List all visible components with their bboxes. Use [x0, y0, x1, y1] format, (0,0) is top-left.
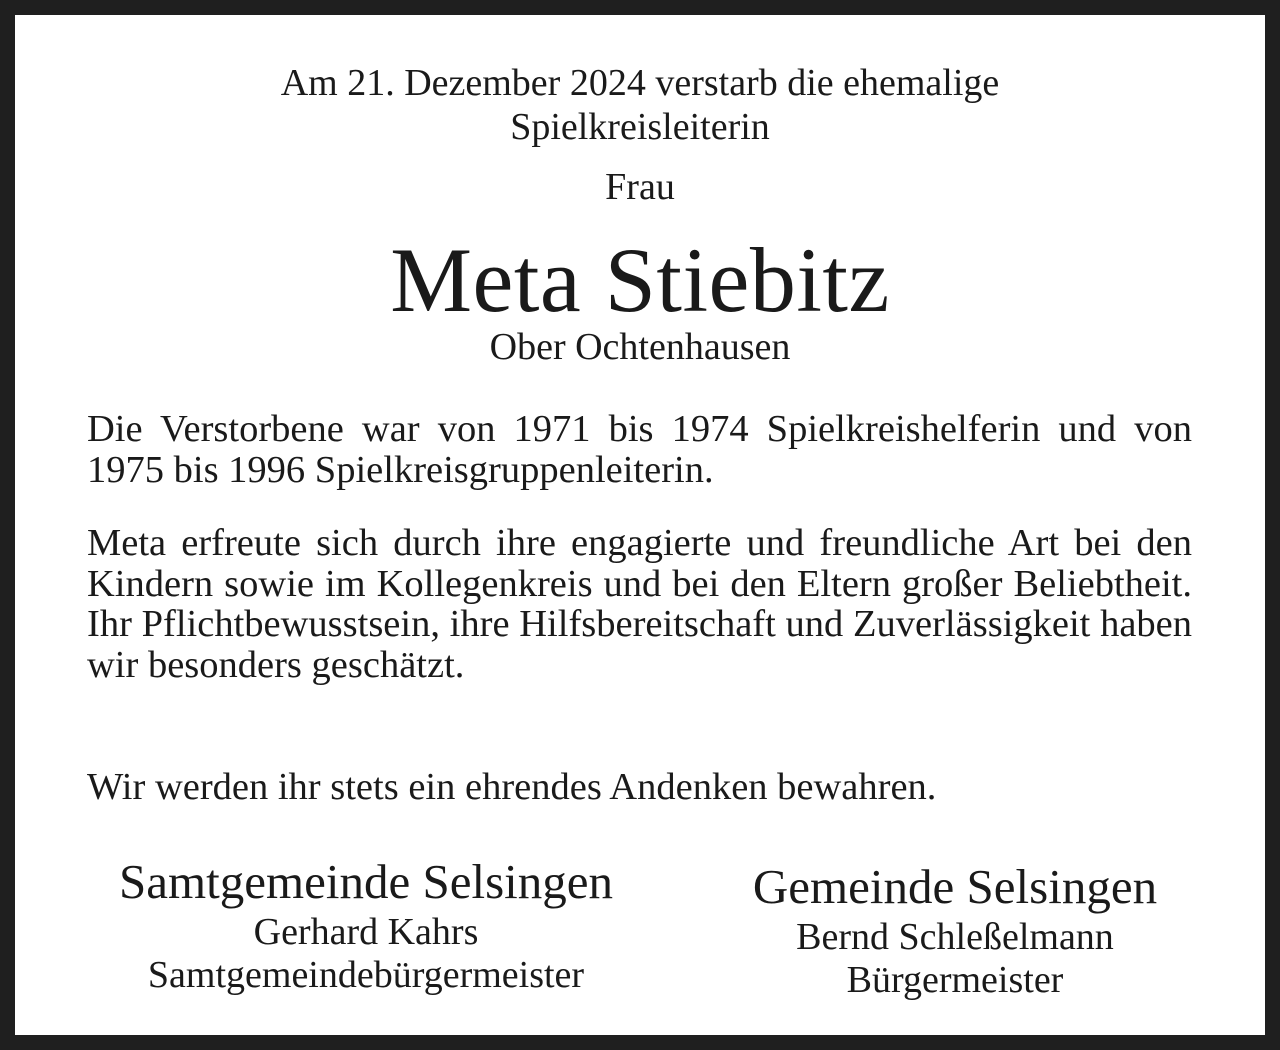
signature-block-samtgemeinde: [81, 853, 651, 997]
deceased-name: Meta Stiebitz: [390, 229, 890, 331]
intro-line: Am 21. Dezember 2024 verstarb die ehemalige: [280, 62, 1000, 104]
signature-organization: Gemeinde Selsingen: [752, 859, 1158, 914]
signature-person: Bernd Schleßelmann: [796, 916, 1114, 958]
paragraph-service: Die Verstorbene war von 1971 bis 1974 Spielkreishelferin und von 1975 bis 1996 Spielkreisgruppenleiterin.: [87, 408, 1192, 491]
intro-line-role: Spielkreisleiterin: [510, 106, 770, 148]
signature-organization: Samtgemeinde Selsingen: [119, 854, 613, 909]
signature-role: Samtgemeindebürgermeister: [147, 954, 585, 996]
signature-block-gemeinde: [705, 858, 1205, 1002]
paragraph-remembrance: Wir werden ihr stets ein ehrendes Andenken bewahren.: [87, 766, 937, 808]
salutation: Frau: [605, 166, 675, 208]
signature-role: Bürgermeister: [846, 959, 1064, 1001]
signature-person: Gerhard Kahrs: [253, 911, 479, 953]
paragraph-appreciation: Meta erfreute sich durch ihre engagierte und freundliche Art bei den Kindern sowie im Kollegenkreis und bei den Eltern großer Beliebtheit. Ihr Pflichtbewusstsein, ihre Hilfsbereitschaft und Zuverlässigkeit haben wir besonders geschätzt.: [87, 522, 1192, 686]
deceased-place: Ober Ochtenhausen: [489, 326, 791, 368]
